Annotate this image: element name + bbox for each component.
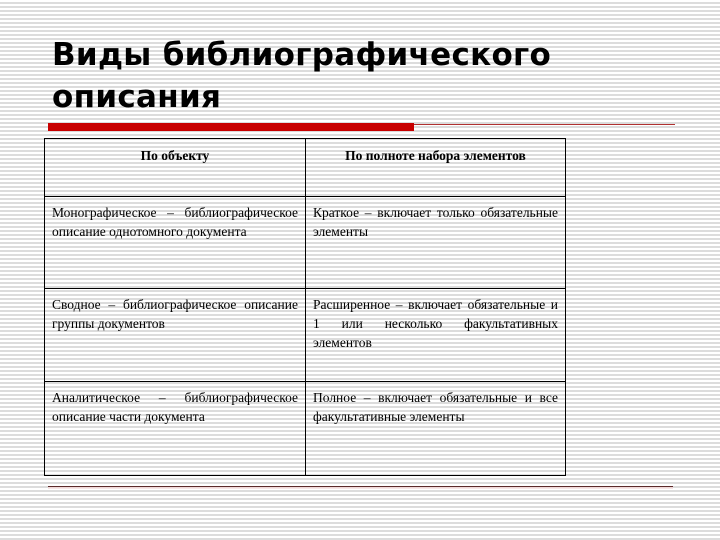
title-underline bbox=[414, 124, 675, 125]
cell-summary: Сводное – библиографическое описание группы документов bbox=[45, 289, 306, 382]
cell-full: Полное – включает обязательные и все факультативные элементы bbox=[306, 382, 566, 476]
cell-brief: Краткое – включает только обязательные элементы bbox=[306, 197, 566, 289]
cell-monographic: Монографическое – библиографическое описание однотомного документа bbox=[45, 197, 306, 289]
header-by-object: По объекту bbox=[45, 139, 306, 197]
table-row bbox=[45, 197, 566, 289]
table-header-row bbox=[45, 139, 566, 197]
table-row bbox=[45, 382, 566, 476]
footer-divider bbox=[48, 486, 673, 487]
header-by-completeness: По полноте набора элементов bbox=[306, 139, 566, 197]
slide-title: Виды библиографического описания bbox=[52, 37, 552, 115]
cell-extended: Расширенное – включает обязательные и 1 или несколько факультативных элементов bbox=[306, 289, 566, 382]
description-types-table bbox=[44, 138, 566, 476]
table-row bbox=[45, 289, 566, 382]
title-accent-bar bbox=[48, 123, 414, 131]
cell-analytic: Аналитическое – библиографическое описание части документа bbox=[45, 382, 306, 476]
